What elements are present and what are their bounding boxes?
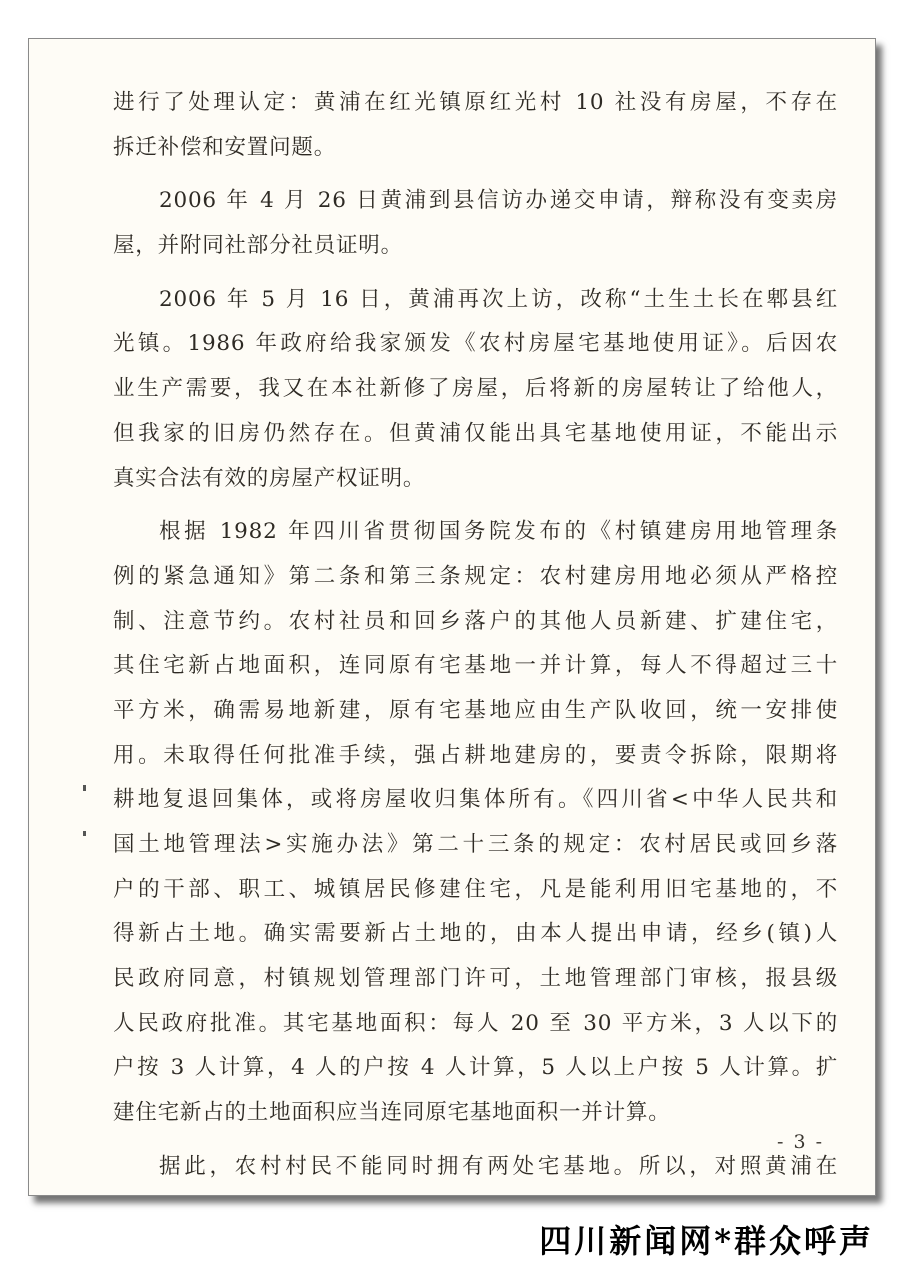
text-line: 屋，并附同社部分社员证明。: [113, 233, 403, 259]
text-line: 但我家的旧房仍然存在。但黄浦仅能出具宅基地使用证，不能出示: [113, 420, 838, 446]
text-line: 户的干部、职工、城镇居民修建住宅，凡是能利用旧宅基地的，不: [113, 876, 838, 902]
text-line: 耕地复退回集体，或将房屋收归集体所有。《四川省<中华人民共和: [113, 787, 838, 813]
text-line: 业生产需要，我又在本社新修了房屋，后将新的房屋转让了给他人，: [113, 376, 838, 402]
text-line: 人民政府批准。其宅基地面积：每人 20 至 30 平方米，3 人以下的: [113, 1010, 838, 1036]
site-watermark: 四川新闻网*群众呼声: [539, 1222, 874, 1260]
text-line: 户按 3 人计算，4 人的户按 4 人计算，5 人以上户按 5 人计算。扩: [113, 1055, 838, 1081]
text-line: 例的紧急通知》第二条和第三条规定：农村建房用地必须从严格控: [113, 563, 838, 589]
text-line: 国土地管理法>实施办法》第二十三条的规定：农村居民或回乡落: [113, 832, 838, 857]
text-line: 光镇。1986 年政府给我家颁发《农村房屋宅基地使用证》。后因农: [113, 331, 838, 357]
text-line: 2006 年 5 月 16 日，黄浦再次上访，改称“土生土长在郫县红: [159, 286, 838, 312]
text-line: 根据 1982 年四川省贯彻国务院发布的《村镇建房用地管理条: [159, 519, 838, 545]
text-line: 其住宅新占地面积，连同原有宅基地一并计算，每人不得超过三十: [113, 653, 838, 679]
text-line: 得新占土地。确实需要新占土地的，由本人提出申请，经乡(镇)人: [113, 921, 838, 947]
binding-hole-mark: [83, 831, 86, 836]
text-line: 建住宅新占的土地面积应当连同原宅基地面积一并计算。: [113, 1100, 671, 1126]
text-line: 民政府同意，村镇规划管理部门许可，土地管理部门审核，报县级: [113, 966, 838, 992]
document-page: [28, 38, 876, 1196]
text-line: 真实合法有效的房屋产权证明。: [113, 465, 426, 491]
text-line: 制、注意节约。农村社员和回乡落户的其他人员新建、扩建住宅，: [113, 608, 838, 634]
text-line: 进行了处理认定：黄浦在红光镇原红光村 10 社没有房屋，不存在: [113, 90, 838, 115]
text-line: 拆迁补偿和安置问题。: [113, 134, 337, 160]
text-line: 平方米，确需易地新建，原有宅基地应由生产队收回，统一安排使: [113, 697, 838, 723]
text-line: 据此，农村村民不能同时拥有两处宅基地。所以，对照黄浦在: [159, 1153, 838, 1179]
document-body: [113, 81, 838, 1190]
binding-hole-mark: [83, 785, 86, 791]
text-line: 2006 年 4 月 26 日黄浦到县信访办递交申请，辩称没有变卖房: [159, 188, 838, 214]
text-line: 用。未取得任何批准手续，强占耕地建房的，要责令拆除，限期将: [113, 742, 838, 768]
page-number: - 3 -: [777, 1131, 825, 1153]
